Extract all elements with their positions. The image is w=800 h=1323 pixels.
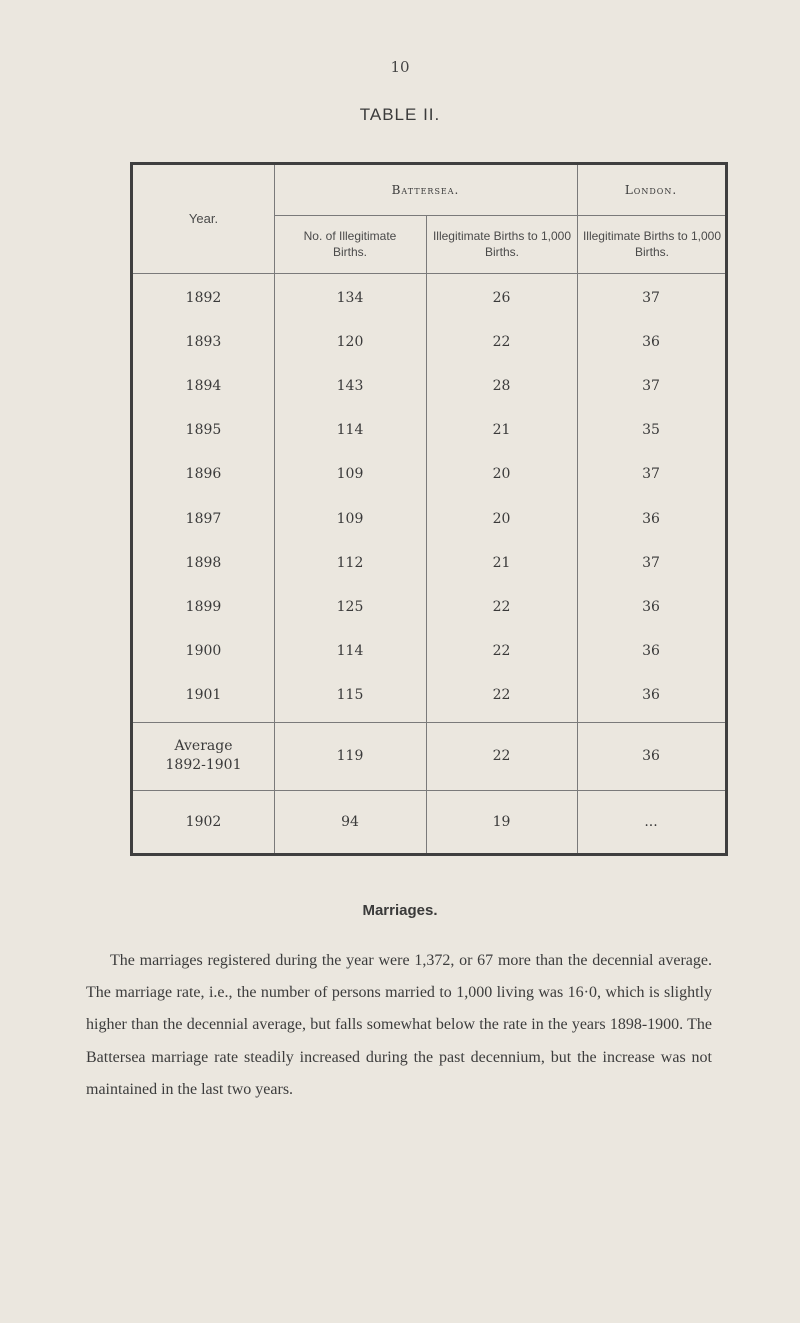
battersea-header: Battersea.: [391, 183, 460, 197]
battersea-rate-header: Illegitimate Births to 1,000 Births.: [432, 229, 572, 259]
row-london-rate: 37: [642, 378, 660, 395]
row-count: 114: [336, 422, 364, 439]
page-number: 10: [390, 58, 410, 76]
row-year: 1894: [185, 378, 222, 395]
final-count: 94: [341, 813, 359, 830]
row-battersea-rate: 26: [492, 290, 511, 306]
row-count: 115: [336, 686, 364, 703]
row-year: 1893: [185, 334, 222, 351]
row-count: 114: [336, 642, 364, 659]
row-count: 109: [336, 510, 364, 527]
header-rule: [133, 273, 725, 274]
row-year: 1899: [185, 598, 222, 615]
row-year: 1898: [185, 554, 222, 571]
row-battersea-rate: 22: [492, 598, 511, 615]
row-battersea-rate: 22: [492, 686, 511, 703]
row-year: 1900: [185, 642, 222, 659]
illegitimate-births-table: [130, 162, 728, 856]
marriages-paragraph: The marriages registered during the year were 1,372, or 67 more than the decennial average. The marriage rate, i.e., the number of persons married to 1,000 living was 16·0, which is slightly higher than the decennial average, but falls somewhat below the rate in the years 1898-1900. The Battersea marriage rate steadily increased during the past decennium, but the increase was not maintained in the last two years.: [86, 952, 712, 1098]
row-count: 120: [336, 334, 364, 351]
row-year: 1896: [185, 466, 222, 483]
row-battersea-rate: 22: [492, 642, 511, 659]
row-london-rate: 36: [642, 598, 660, 615]
average-label-line2: 1892-1901: [165, 757, 242, 773]
marriages-heading: Marriages.: [362, 902, 438, 919]
average-label-line1: Average: [174, 738, 233, 754]
average-london-rate: 36: [642, 748, 660, 764]
row-year: 1901: [185, 686, 222, 703]
row-count: 112: [336, 554, 364, 571]
row-count: 125: [336, 598, 364, 615]
average-label: [133, 722, 274, 790]
row-london-rate: 36: [642, 334, 660, 351]
row-london-rate: 37: [642, 290, 660, 306]
row-battersea-rate: 21: [492, 422, 511, 439]
row-london-rate: 37: [642, 554, 660, 571]
final-london-rate: ...: [644, 813, 658, 830]
row-battersea-rate: 22: [492, 334, 511, 351]
row-london-rate: 37: [642, 466, 660, 483]
row-year: 1895: [185, 422, 222, 439]
year-header: Year.: [188, 211, 219, 226]
row-battersea-rate: 21: [492, 554, 511, 571]
row-count: 109: [336, 466, 364, 483]
table-title: TABLE II.: [359, 105, 441, 124]
average-battersea-rate: 22: [492, 748, 511, 764]
row-count: 143: [336, 378, 364, 395]
row-count: 134: [336, 290, 364, 306]
battersea-count-header: No. of Illegitimate Births.: [303, 229, 397, 259]
final-battersea-rate: 19: [492, 813, 511, 830]
row-battersea-rate: 20: [492, 510, 511, 527]
average-count: 119: [336, 748, 364, 764]
row-year: 1892: [185, 290, 222, 306]
london-rate-header: Illegitimate Births to 1,000 Births.: [582, 229, 722, 259]
row-london-rate: 36: [642, 686, 660, 703]
final-year: 1902: [185, 813, 222, 830]
row-london-rate: 36: [642, 510, 660, 527]
row-year: 1897: [185, 510, 222, 527]
london-header: London.: [624, 183, 678, 197]
row-london-rate: 35: [642, 422, 660, 439]
row-london-rate: 36: [642, 642, 660, 659]
row-battersea-rate: 20: [492, 466, 511, 483]
row-battersea-rate: 28: [492, 378, 511, 395]
